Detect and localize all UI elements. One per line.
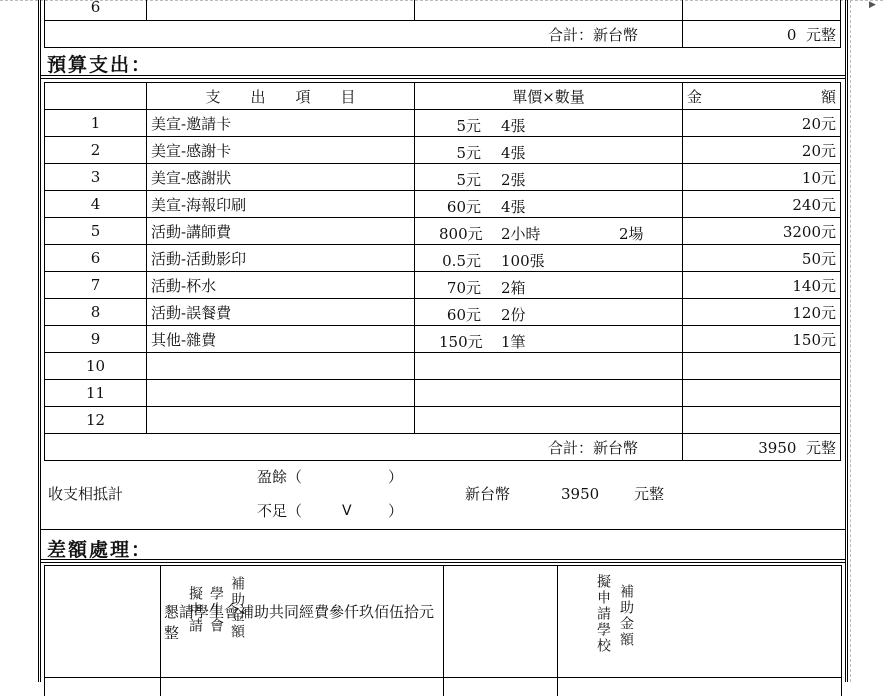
income-total-label: 合計：新台幣 — [45, 21, 683, 48]
balance-section — [44, 460, 840, 528]
budget-total-row — [45, 434, 841, 461]
table-row — [45, 326, 841, 353]
income-item-cell[interactable] — [147, 0, 415, 21]
header-no — [45, 83, 147, 110]
table-row — [45, 353, 841, 380]
table-row — [45, 191, 841, 218]
budget-total-label: 合計：新台幣 — [45, 434, 683, 461]
expense-item[interactable]: 活動-講師費 — [147, 218, 415, 245]
balance-label: 收支相抵計 — [48, 485, 124, 503]
amount[interactable]: 20元 — [683, 110, 841, 137]
divider — [41, 559, 845, 560]
table-row — [45, 407, 841, 434]
table-row — [45, 380, 841, 407]
unit-price-quantity[interactable] — [415, 272, 683, 299]
student-council-label-col1: 擬申請 — [187, 586, 203, 634]
income-table-tail — [44, 0, 841, 48]
table-row — [45, 218, 841, 245]
expense-item[interactable]: 活動-誤餐費 — [147, 299, 415, 326]
amount[interactable]: 10元 — [683, 164, 841, 191]
row-number: 3 — [45, 164, 147, 191]
amount[interactable]: 3200元 — [683, 218, 841, 245]
budget-header-row — [45, 83, 841, 110]
balance-currency: 新台幣 — [465, 485, 511, 503]
row-number: 2 — [45, 137, 147, 164]
quantity: 4張 — [501, 144, 526, 162]
row-number: 9 — [45, 326, 147, 353]
unit-price: 70元 — [446, 279, 481, 297]
difference-section-title: 差額處理： — [47, 539, 153, 561]
unit-price: 5元 — [456, 117, 481, 135]
quantity: 4張 — [501, 198, 526, 216]
margin-marker: ▶ — [869, 0, 876, 10]
amount[interactable]: 150元 — [683, 326, 841, 353]
income-total-value: 0 — [786, 25, 797, 44]
amount[interactable]: 140元 — [683, 272, 841, 299]
header-amount — [683, 83, 841, 110]
divider — [41, 75, 845, 76]
header-unit-qty: 單價×數量 — [415, 83, 683, 110]
quantity: 1筆 — [501, 333, 526, 351]
budget-total-value: 3950 — [758, 438, 797, 457]
income-total-unit: 元整 — [805, 25, 836, 44]
quantity: 2份 — [501, 306, 526, 324]
unit-price-quantity[interactable] — [415, 218, 683, 245]
amount[interactable] — [683, 380, 841, 407]
row-number: 1 — [45, 110, 147, 137]
income-total-row — [45, 21, 841, 48]
surplus-close: ） — [388, 468, 404, 486]
budget-form-page — [38, 0, 848, 682]
table-row — [45, 245, 841, 272]
amount[interactable]: 20元 — [683, 137, 841, 164]
divider — [41, 78, 845, 79]
unit-price-quantity[interactable] — [415, 191, 683, 218]
balance-unit: 元整 — [634, 485, 665, 503]
school-label — [475, 574, 634, 654]
budget-total-unit: 元整 — [805, 438, 836, 457]
subsidy-table — [44, 565, 842, 696]
income-amount-cell[interactable] — [683, 0, 841, 21]
school-label-col2: 補助金額 — [618, 584, 634, 648]
amount[interactable]: 240元 — [683, 191, 841, 218]
balance-amount: 3950 — [561, 485, 600, 503]
unit-price-quantity[interactable] — [415, 164, 683, 191]
unit-price-quantity[interactable] — [415, 353, 683, 380]
surplus-label: 盈餘（ — [257, 468, 303, 486]
expense-item[interactable]: 其他-雜費 — [147, 326, 415, 353]
amount[interactable]: 120元 — [683, 299, 841, 326]
budget-expense-table — [44, 82, 841, 461]
unit-price-quantity[interactable] — [415, 299, 683, 326]
expense-item[interactable]: 活動-活動影印 — [147, 245, 415, 272]
budget-section-title: 預算支出： — [47, 54, 153, 76]
expense-item[interactable]: 美宣-邀請卡 — [147, 110, 415, 137]
quantity: 2箱 — [501, 279, 526, 297]
quantity: 100張 — [501, 252, 545, 270]
expense-item[interactable] — [147, 380, 415, 407]
unit-price-quantity[interactable] — [415, 137, 683, 164]
expense-item[interactable]: 美宣-感謝狀 — [147, 164, 415, 191]
expense-item[interactable]: 美宣-海報印刷 — [147, 191, 415, 218]
income-total-value-cell — [683, 21, 841, 48]
unit-price: 0.5元 — [442, 252, 481, 270]
unit-price-quantity[interactable] — [415, 245, 683, 272]
header-item: 支 出 項 目 — [147, 83, 415, 110]
unit-price: 5元 — [456, 171, 481, 189]
deficit-label: 不足（ — [257, 502, 303, 520]
amount[interactable]: 50元 — [683, 245, 841, 272]
quantity: 2小時 — [501, 225, 541, 243]
row-number: 6 — [45, 245, 147, 272]
row-number: 12 — [45, 407, 147, 434]
student-council-label-col3: 補助金額 — [229, 576, 245, 640]
quantity: 4張 — [501, 117, 526, 135]
unit-price: 60元 — [446, 198, 481, 216]
unit-price: 5元 — [456, 144, 481, 162]
unit-price: 150元 — [439, 333, 483, 351]
school-label-col1: 擬申請學校 — [595, 574, 611, 654]
table-row — [45, 272, 841, 299]
student-council-label-col2: 學生會 — [208, 586, 224, 634]
row-number: 5 — [45, 218, 147, 245]
quantity: 2張 — [501, 171, 526, 189]
unit-price-quantity[interactable] — [415, 326, 683, 353]
row-number: 7 — [45, 272, 147, 299]
table-row — [45, 0, 841, 21]
page-right-dashed-border — [850, 0, 851, 682]
table-row — [45, 299, 841, 326]
student-council-request-text[interactable]: 懇請學生會補助共同經費參仟玖佰伍拾元整 — [164, 603, 435, 642]
deficit-checkmark[interactable]: V — [342, 503, 352, 519]
unit-price-quantity[interactable] — [415, 407, 683, 434]
income-unit-qty-cell[interactable] — [415, 0, 683, 21]
table-row — [45, 164, 841, 191]
expense-item[interactable]: 美宣-感謝卡 — [147, 137, 415, 164]
divider — [45, 677, 841, 678]
table-row — [45, 110, 841, 137]
unit-price-quantity[interactable] — [415, 110, 683, 137]
expense-item[interactable]: 活動-杯水 — [147, 272, 415, 299]
row-number: 8 — [45, 299, 147, 326]
row-number: 6 — [45, 0, 147, 21]
amount[interactable] — [683, 353, 841, 380]
header-amount-right: 額 — [820, 87, 836, 106]
divider — [41, 529, 845, 530]
unit-price: 60元 — [446, 306, 481, 324]
expense-item[interactable] — [147, 353, 415, 380]
quantity-extra: 2場 — [619, 225, 644, 243]
row-number: 10 — [45, 353, 147, 380]
unit-price: 800元 — [439, 225, 483, 243]
divider — [41, 562, 845, 563]
header-amount-left: 金 — [687, 87, 703, 106]
deficit-close: ） — [388, 502, 404, 520]
row-number: 11 — [45, 380, 147, 407]
budget-total-value-cell — [683, 434, 841, 461]
table-row — [45, 137, 841, 164]
expense-item[interactable] — [147, 407, 415, 434]
amount[interactable] — [683, 407, 841, 434]
unit-price-quantity[interactable] — [415, 380, 683, 407]
row-number: 4 — [45, 191, 147, 218]
